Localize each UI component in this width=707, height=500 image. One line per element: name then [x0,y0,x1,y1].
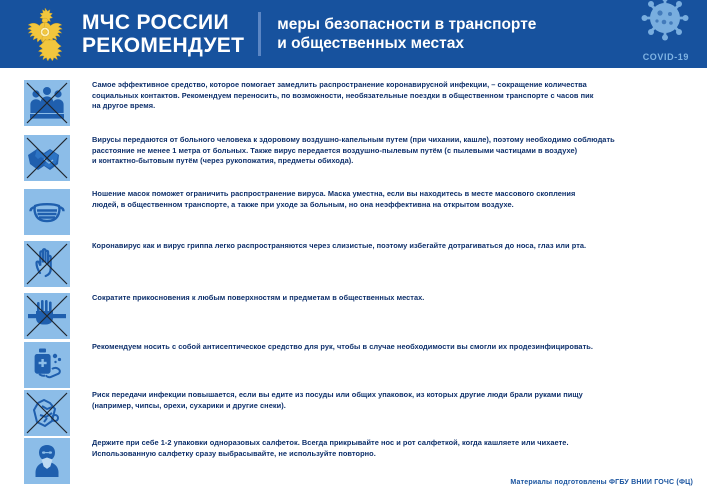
crowd-crossed-out-icon [24,80,70,126]
emercom-eagle-emblem [22,5,68,63]
header-divider [258,12,261,56]
recommendation-text-7 [92,390,702,411]
hand-sanitizer-icon [24,342,70,388]
text-line: Держите при себе 1-2 упаковки одноразовых салфеток. Всегда прикрывайте нос и рот салфеткой, когда кашляете или чихаете. [92,438,569,447]
text-line: Сократите прикосновения к любым поверхностям и предметам в общественных местах. [92,293,425,302]
title-line-2: РЕКОМЕНДУЕТ [82,34,245,57]
text-line: и контактно-бытовым путём (через рукопожатия, предметы обихода). [92,156,354,166]
recommendation-row-4 [24,241,702,287]
recommendation-row-5 [24,293,702,339]
text-line: людей, в общественном транспорте, а также при уходе за больным, но она неэффективна на открытом воздухе. [92,199,514,209]
text-line: Самое эффективное средство, которое помогает замедлить распространение коронавирусной инфекции, – сокращение количества [92,80,587,89]
touch-surface-crossed-out-icon [24,293,70,339]
organization-title [82,11,244,57]
recommendation-row-3 [24,189,702,235]
recommendation-row-8 [24,438,702,484]
recommendation-row-2 [24,135,702,181]
coronavirus-icon [623,0,695,54]
recommendation-text-6 [92,342,702,353]
text-line: Коронавирус как и вирус гриппа легко распространяются через слизистые, поэтому избегайте дотрагиваться до носа, глаз или рта. [92,241,587,250]
text-line: расстояние не менее 1 метра от больных. Также вирус передается воздушно-пылевым путём (с пылевыми частицами в воздухе) [92,145,578,155]
text-line: Вирусы передаются от больного человека к здоровому воздушно-капельным путем (при чихании, кашле), поэтому необходимо соблюдать [92,135,615,144]
footer-attribution: Материалы подготовлены ФГБУ ВНИИ ГОЧС (ФЦ) [510,479,693,486]
hand-touch-face-crossed-out-icon [24,241,70,287]
text-line: Использованную салфетку сразу выбрасывайте, не используйте повторно. [92,448,376,458]
recommendation-row-7 [24,390,702,436]
text-line: Рекомендуем носить с собой антисептическое средство для рук, чтобы в случае необходимости вы смогли их продезинфицировать. [92,342,593,351]
text-line: (например, чипсы, орехи, сухарики и другие снеки). [92,400,286,410]
subtitle-line-2: и общественных местах [277,35,464,52]
handshake-crossed-out-icon [24,135,70,181]
recommendation-text-1 [92,80,702,112]
text-line: Ношение масок поможет ограничить распространение вируса. Маска уместна, если вы находитесь в месте массового скопления [92,189,576,198]
recommendation-row-1 [24,80,702,126]
recommendation-text-8 [92,438,702,459]
covid-19-label: COVID-19 [642,52,689,62]
recommendation-text-2 [92,135,702,167]
recommendation-text-5 [92,293,702,304]
recommendation-row-6 [24,342,702,388]
cover-cough-tissue-icon [24,438,70,484]
recommendation-text-3 [92,189,702,210]
title-line-1: МЧС РОССИИ [82,11,229,34]
text-line: социальных контактов. Рекомендуем переносить, по возможности, необязательные поездки в общественном транспорте с часов пик [92,90,594,100]
text-line: на другое время. [92,101,156,111]
recommendation-text-4 [92,241,702,252]
covid-badge [615,0,701,68]
shared-snacks-crossed-out-icon [24,390,70,436]
face-mask-icon [24,189,70,235]
text-line: Риск передачи инфекции повышается, если вы едите из посуды или общих упаковок, из которых другие люди брали руками пищу [92,390,583,399]
header-banner [0,0,707,68]
subtitle-line-1: меры безопасности в транспорте [277,16,537,33]
header-subtitle [277,15,536,53]
